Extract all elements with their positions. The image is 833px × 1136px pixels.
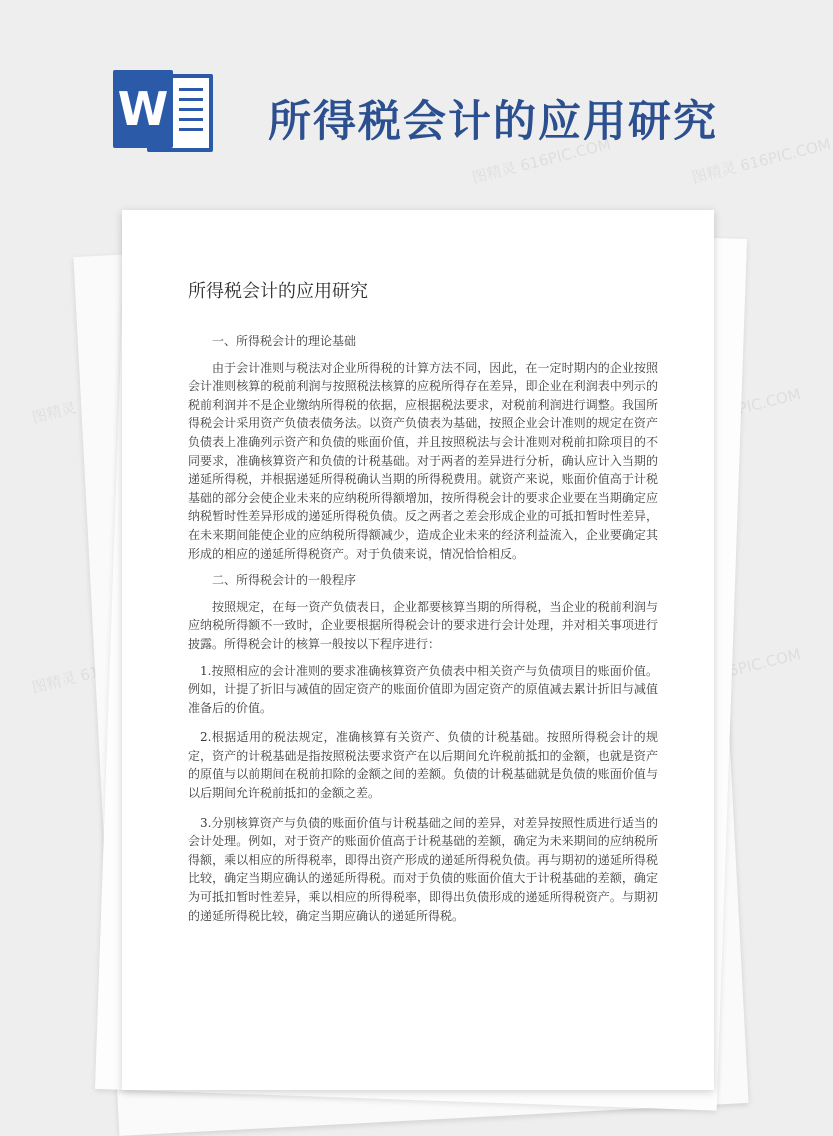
section-heading: 一、所得税会计的理论基础 bbox=[212, 334, 357, 348]
watermark: 图精灵 bbox=[30, 398, 79, 427]
line-icon bbox=[179, 108, 203, 111]
banner-title: 所得税会计的应用研究 bbox=[268, 97, 718, 147]
document-title: 所得税会计的应用研究 bbox=[188, 281, 368, 302]
watermark: 图精灵 616PIC.COM bbox=[470, 135, 613, 187]
word-document-icon bbox=[113, 70, 218, 155]
line-icon bbox=[179, 118, 203, 121]
paragraph: 按照规定，在每一资产负债表日，企业都要核算当期的所得税，当企业的税前利润与应纳税所得额不一致时，企业要根据所得税会计的要求进行会计处理，并对相关事项进行披露。所得税会计的核算一般按以下程序进行： bbox=[188, 599, 658, 651]
watermark: 616PIC.COM bbox=[708, 645, 803, 685]
banner bbox=[0, 0, 800, 200]
watermark: 图精灵 616PIC.COM bbox=[690, 135, 833, 187]
document-body bbox=[188, 280, 658, 936]
watermark: 616PIC.COM bbox=[708, 385, 803, 425]
watermark: 图精灵 bbox=[30, 668, 79, 697]
paragraph: 由于会计准则与税法对企业所得税的计算方法不同，因此，在一定时期内的企业按照会计准则核算的税前利润与按照税法核算的应税所得存在差异，即企业在利润表中列示的税前利润并不是企业缴纳所得税的依据，应根据税法要求，对税前利润进行调整。我国所得税会计采用资产负债表债务法。以资产负债表为基础，按照企业会计准则的规定在资产负债表上准确列示资产和负债的账面价值，并且按照税法与会计准则对税前扣除项目的不同要求，准确核算资产和负债的计税基础。对于两者的差异进行分析，确认应计入当期的递延所得税，并根据递延所得税确认当期的所得税费用。就资产来说，账面价值高于计税基础的部分会使企业未来的应纳税所得额增加，按所得税会计的要求企业要在当期确定应纳税暂时性差异形成的递延所得税负债。反之两者之差会形成企业的可抵扣暂时性差异，在未来期间能使企业的应纳税所得额减少，造成企业未来的经济利益流入，企业要确定其形成的相应的递延所得税资产。对于负债来说，情况恰恰相反。 bbox=[188, 360, 658, 561]
procedure-step-2: 2.根据适用的税法规定，准确核算有关资产、负债的计税基础。按照所得税会计的规定，资产的计税基础是指按照税法要求资产在以后期间允许税前抵扣的金额，也就是资产的原值与以前期间在税前扣除的金额之间的差额。负债的计税基础就是负债的账面价值与以后期间允许税前抵扣的金额之差。 bbox=[188, 730, 658, 801]
line-icon bbox=[179, 98, 203, 101]
procedure-step-3: 3.分别核算资产与负债的账面价值与计税基础之间的差异，对差异按照性质进行适当的会计处理。例如，对于资产的账面价值高于计税基础的差额，确定为未来期间的应纳税所得额，乘以相应的所得税率，即得出资产形成的递延所得税负债。再与期初的递延所得税比较，确定当期应确认的递延所得税。而对于负债的账面价值大于计税基础的差额，确定为可抵扣暂时性差异，乘以相应的所得税率，即得出负债形成的递延所得税资产。与期初的递延所得税比较，确定当期应确认的递延所得税。 bbox=[188, 815, 658, 923]
line-icon bbox=[179, 88, 203, 91]
word-badge: W bbox=[113, 70, 173, 148]
procedure-step-1: 1.按照相应的会计准则的要求准确核算资产负债表中相关资产与负债项目的账面价值。例如，计提了折旧与减值的固定资产的账面价值即为固定资产的原值减去累计折旧与减值准备后的价值。 bbox=[188, 663, 658, 715]
section-heading: 二、所得税会计的一般程序 bbox=[212, 573, 357, 588]
line-icon bbox=[179, 128, 203, 131]
